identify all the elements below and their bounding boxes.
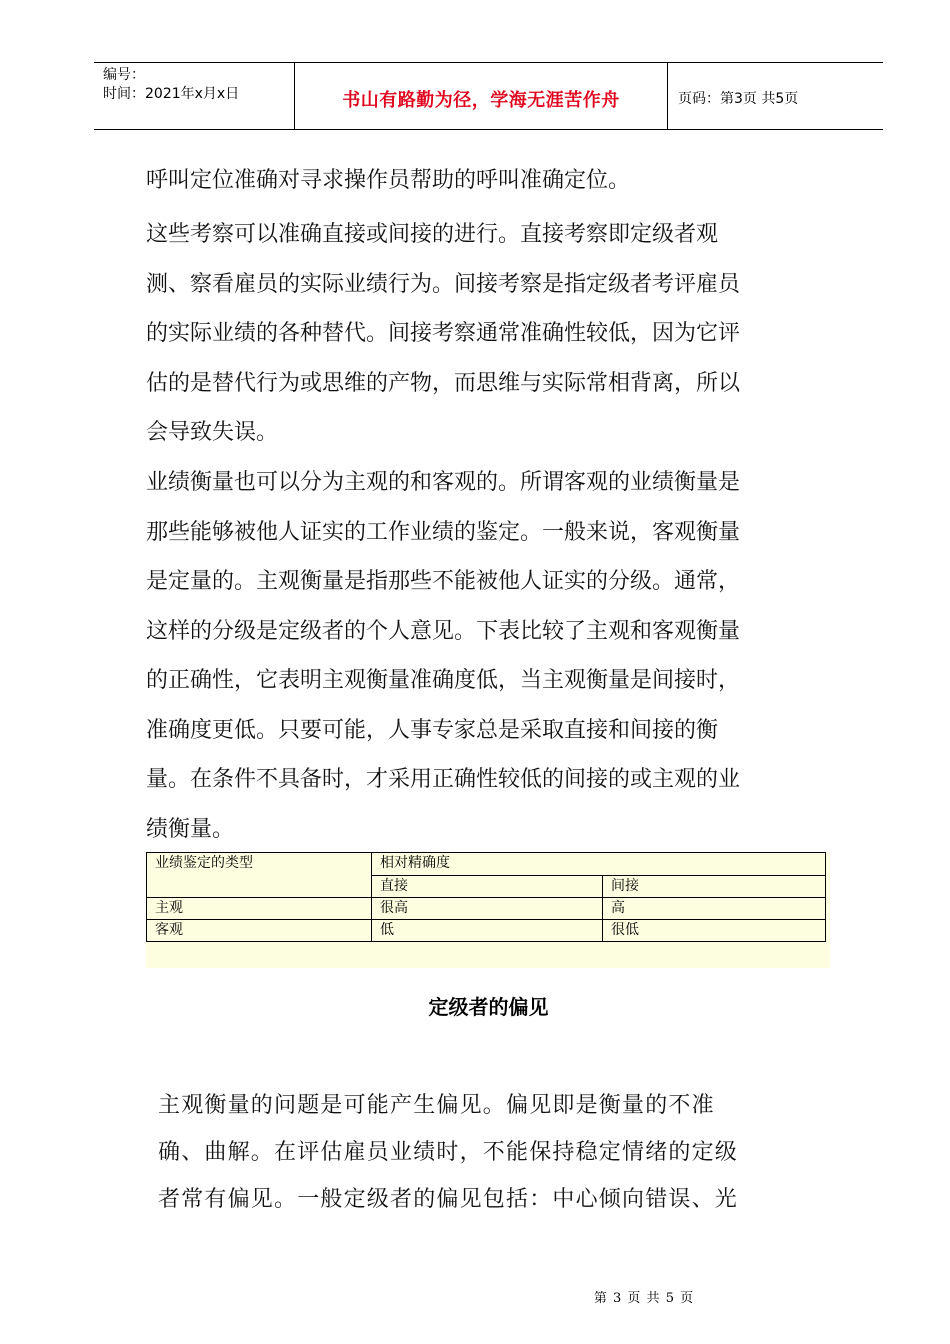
document-time: 时间：2021年x月x日 [103,86,240,102]
text-line: 者常有偏见。一般定级者的偏见包括：中心倾向错误、光 [158,1187,739,1212]
paragraph-2 [146,210,838,458]
header-motto: 书山有路勤为径，学海无涯苦作舟 [342,90,620,111]
table-cell-type: 主观 [147,898,372,920]
header-page-info: 页码：第3页 共5页 [678,91,799,107]
text-line: 那些能够被他人证实的工作业绩的鉴定。一般来说，客观衡量 [146,519,741,545]
text-line: 的正确性，它表明主观衡量准确度低，当主观衡量是间接时， [146,668,741,693]
text-line: 这些考察可以准确直接或间接的进行。直接考察即定级者观 [146,222,719,247]
document-number-label: 编号： [103,67,145,83]
text-line: 业绩衡量也可以分为主观的和客观的。所谓客观的业绩衡量是 [146,470,741,495]
header-divider-right [667,62,668,129]
paragraph-3 [146,458,838,854]
header-top-rule [94,62,883,63]
text-line: 主观衡量的问题是可能产生偏见。偏见即是衡量的不准 [158,1093,715,1118]
table-cell-indirect: 很低 [603,920,826,942]
table-header-precision: 相对精确度 [372,853,826,876]
text-line: 这样的分级是定级者的个人意见。下表比较了主观和客观衡量 [146,618,741,644]
table-cell-direct: 低 [372,920,603,942]
page-footer: 第 3 页 共 5 页 [593,1291,695,1306]
text-line: 的实际业绩的各种替代。间接考察通常准确性较低，因为它评 [146,321,741,346]
table-row [147,898,826,920]
header-divider-left [294,62,295,129]
table-cell-indirect: 高 [603,898,826,920]
precision-table [146,852,826,942]
text-line: 测、察看雇员的实际业绩行为。间接考察是指定级者考评雇员 [146,271,741,297]
text-line: 估的是替代行为或思维的产物，而思维与实际常相背离，所以 [146,370,741,396]
header-bottom-rule [94,129,883,130]
text-line: 是定量的。主观衡量是指那些不能被他人证实的分级。通常， [146,569,741,594]
header-meta [103,66,239,104]
table-row [147,920,826,942]
table-header-type: 业绩鉴定的类型 [147,853,372,898]
table-header-indirect: 间接 [603,875,826,898]
text-line: 绩衡量。 [146,816,235,842]
text-line: 确、曲解。在评估雇员业绩时，不能保持稳定情绪的定级 [158,1140,739,1165]
paragraph-1 [146,156,838,206]
table-cell-type: 客观 [147,920,372,942]
section-paragraph [158,1082,828,1223]
table-header-direct: 直接 [372,875,603,898]
text-line: 准确度更低。只要可能，人事专家总是采取直接和间接的衡 [146,717,719,743]
text-line: 量。在条件不具备时，才采用正确性较低的间接的或主观的业 [146,767,741,792]
text-line: 会导致失误。 [146,420,279,445]
text-line: 呼叫定位准确对寻求操作员帮助的呼叫准确定位。 [146,168,631,193]
table-cell-direct: 很高 [372,898,603,920]
section-heading: 定级者的偏见 [428,995,549,1019]
